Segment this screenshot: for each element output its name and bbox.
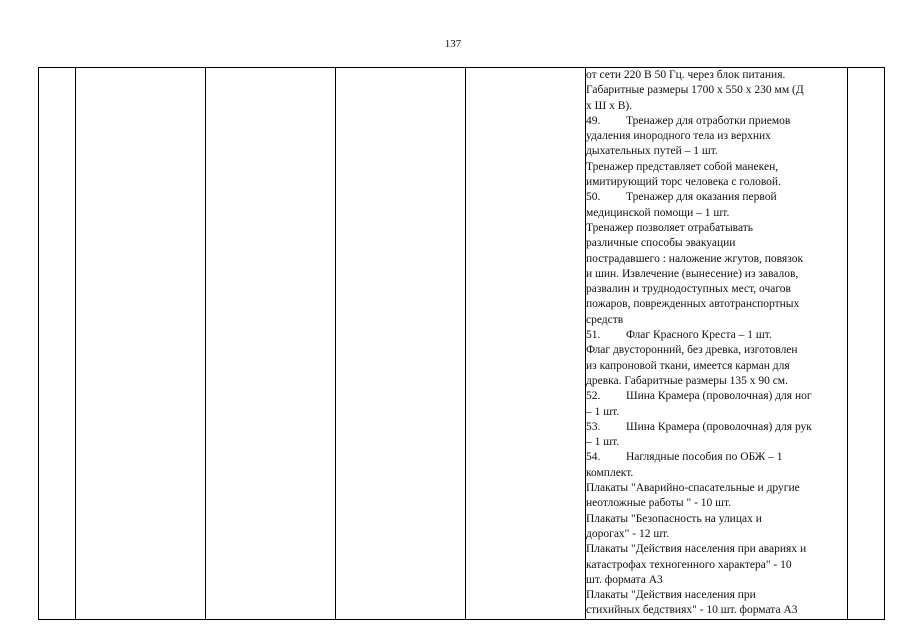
document-table [38, 67, 885, 620]
text-line: шт. формата А3 [586, 573, 663, 586]
numbered-item-line [586, 190, 847, 205]
text-line: медицинской помощи – 1 шт. [586, 206, 730, 219]
text-line: Плакаты "Действия населения при авариях и [586, 543, 807, 556]
text-line: дорогах" - 12 шт. [586, 527, 670, 540]
text-line: развалин и труднодоступных мест, очагов [586, 283, 791, 296]
text-line: Флаг двусторонний, без древка, изготовлен [586, 344, 798, 357]
numbered-item-line [586, 420, 847, 435]
numbered-item-line [586, 114, 847, 129]
text-line: – 1 шт. [586, 436, 620, 449]
table-cell-col3 [206, 68, 336, 620]
table-row [39, 68, 885, 620]
text-line: Тренажер представляет собой манекен, [586, 160, 779, 173]
table-cell-col1 [39, 68, 76, 620]
text-line: различные способы эвакуации [586, 237, 736, 250]
text-line: Габаритные размеры 1700 х 550 х 230 мм (Д [586, 84, 804, 97]
table-cell-col4 [336, 68, 466, 620]
text-line: стихийных бедствиях" - 10 шт. формата А3 [586, 604, 798, 617]
item-number: 49. [586, 114, 601, 127]
item-number: 50. [586, 191, 601, 204]
item-text: Тренажер для отработки приемов [626, 114, 791, 127]
text-line: неотложные работы " - 10 шт. [586, 497, 732, 510]
description-text [586, 68, 847, 619]
page-number: 137 [444, 38, 462, 50]
text-line: Плакаты "Безопасность на улицах и [586, 512, 762, 525]
text-line: имитирующий торс человека с головой. [586, 176, 781, 189]
item-number: 53. [586, 420, 601, 433]
text-line: Плакаты "Действия населения при [586, 589, 756, 602]
text-line: древка. Габаритные размеры 135 х 90 см. [586, 374, 788, 387]
numbered-item-line [586, 389, 847, 404]
item-text: Наглядные пособия по ОБЖ – 1 [626, 451, 783, 464]
item-text: Шина Крамера (проволочная) для рук [626, 420, 812, 433]
text-line: дыхательных путей – 1 шт. [586, 145, 718, 158]
item-text: Шина Крамера (проволочная) для ног [626, 390, 812, 403]
table-cell-col2 [76, 68, 206, 620]
item-number: 54. [586, 451, 601, 464]
numbered-item-line [586, 450, 847, 465]
text-line: комплект. [586, 466, 634, 479]
text-line: Плакаты "Аварийно-спасательные и другие [586, 482, 800, 495]
item-text: Флаг Красного Креста – 1 шт. [626, 329, 772, 342]
item-number: 51. [586, 329, 601, 342]
text-line: из капроновой ткани, имеется карман для [586, 359, 790, 372]
item-text: Тренажер для оказания первой [626, 191, 777, 204]
text-line: пожаров, поврежденных автотранспортных [586, 298, 800, 311]
text-line: средств [586, 313, 624, 326]
text-line: и шин. Извлечение (вынесение) из завалов, [586, 267, 799, 280]
text-line: катастрофах техногенного характера" - 10 [586, 558, 792, 571]
table-cell-col7 [848, 68, 885, 620]
table-cell-description [586, 68, 848, 620]
text-line: х Ш х В). [586, 99, 633, 112]
text-line: пострадавшего : наложение жгутов, повязок [586, 252, 804, 265]
text-line: – 1 шт. [586, 405, 620, 418]
numbered-item-line [586, 328, 847, 343]
text-line: удаления инородного тела из верхних [586, 130, 771, 143]
text-line: Тренажер позволяет отрабатывать [586, 221, 754, 234]
table-cell-col5 [466, 68, 586, 620]
item-number: 52. [586, 390, 601, 403]
text-line: от сети 220 В 50 Гц. через блок питания. [586, 69, 786, 81]
